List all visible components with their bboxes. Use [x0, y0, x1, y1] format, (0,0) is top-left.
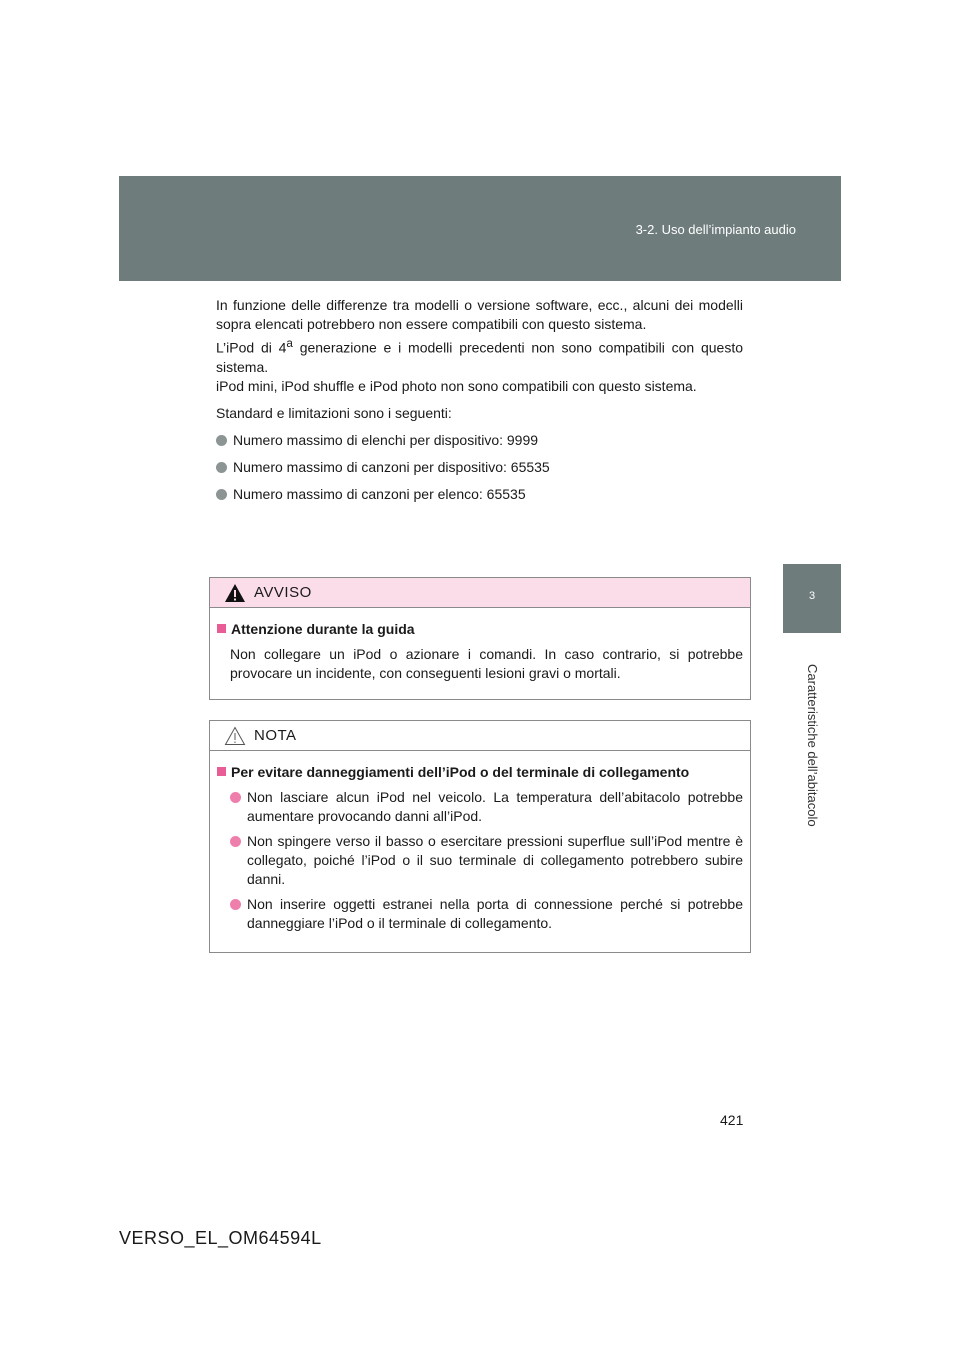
intro-p2-before: L’iPod di 4: [216, 339, 287, 356]
warning-subheading: [217, 620, 743, 639]
warning-body: [210, 608, 750, 683]
intro-paragraph-1: In funzione delle differenze tra modelli o versione software, ecc., alcuni dei modelli sopra elencati potrebbero non essere compatibili con questo sistema.: [216, 297, 743, 332]
chapter-number: 3: [808, 590, 816, 602]
warning-subheading-text: Attenzione durante la guida: [231, 621, 415, 637]
list-item: [216, 431, 743, 450]
warning-text: Non collegare un iPod o azionare i comandi. In caso contrario, si potrebbe provocare un incidente, con conseguenti lesioni gravi o mortali.: [230, 646, 743, 681]
note-header: [210, 721, 750, 751]
warning-header: [210, 578, 750, 608]
note-box: [209, 720, 751, 953]
square-bullet-icon: [217, 624, 226, 633]
bullet-dot-icon: [216, 489, 227, 500]
intro-paragraph-4: Standard e limitazioni sono i seguenti:: [216, 404, 452, 421]
warning-label: AVVISO: [254, 584, 312, 601]
chapter-label: Caratteristiche dell’abitacolo: [805, 664, 820, 827]
list-item: [230, 895, 743, 933]
list-item-text: Numero massimo di canzoni per dispositivo: 65535: [233, 458, 550, 475]
list-item-text: Numero massimo di canzoni per elenco: 65535: [233, 485, 526, 502]
list-item-text: Non inserire oggetti estranei nella porta di connessione perché si potrebbe danneggiare l’iPod o il terminale di collegamento.: [247, 896, 743, 931]
list-item-text: Non lasciare alcun iPod nel veicolo. La temperatura dell’abitacolo potrebbe aumentare provocando danni all’iPod.: [247, 789, 743, 824]
list-item: [230, 832, 743, 889]
intro-section: [216, 296, 743, 504]
list-item: [230, 788, 743, 826]
bullet-dot-icon: [230, 836, 241, 847]
square-bullet-icon: [217, 767, 226, 776]
document-code: VERSO_EL_OM64594L: [119, 1228, 322, 1248]
header-band: [119, 176, 841, 281]
note-body: [210, 751, 750, 933]
note-label: NOTA: [254, 727, 297, 744]
intro-paragraph-2: [216, 334, 743, 377]
bullet-dot-icon: [230, 792, 241, 803]
bullet-dot-icon: [216, 462, 227, 473]
chapter-tab: [783, 564, 841, 633]
note-subheading: [217, 763, 743, 782]
intro-p2-after: generazione e i modelli precedenti non sono compatibili con questo sistema.: [216, 339, 744, 375]
list-item: [216, 485, 743, 504]
page-number: 421: [720, 1112, 744, 1128]
list-item-text: Non spingere verso il basso o esercitare pressioni superflue sull’iPod mentre è collegato, poiché l’iPod o il suo terminale di collegamento potrebbero subire danni.: [247, 833, 743, 887]
section-title: 3-2. Uso dell’impianto audio: [635, 222, 796, 237]
list-item-text: Numero massimo di elenchi per dispositivo: 9999: [233, 431, 539, 448]
warning-box: [209, 577, 751, 700]
bullet-dot-icon: [216, 435, 227, 446]
list-item: [216, 458, 743, 477]
bullet-dot-icon: [230, 899, 241, 910]
intro-paragraph-3: iPod mini, iPod shuffle e iPod photo non sono compatibili con questo sistema.: [216, 377, 697, 394]
note-subheading-text: Per evitare danneggiamenti dell’iPod o del terminale di collegamento: [231, 764, 690, 780]
warning-triangle-outline-icon: [224, 726, 246, 746]
intro-p2-sup: a: [286, 337, 293, 350]
warning-triangle-filled-icon: [224, 583, 246, 603]
